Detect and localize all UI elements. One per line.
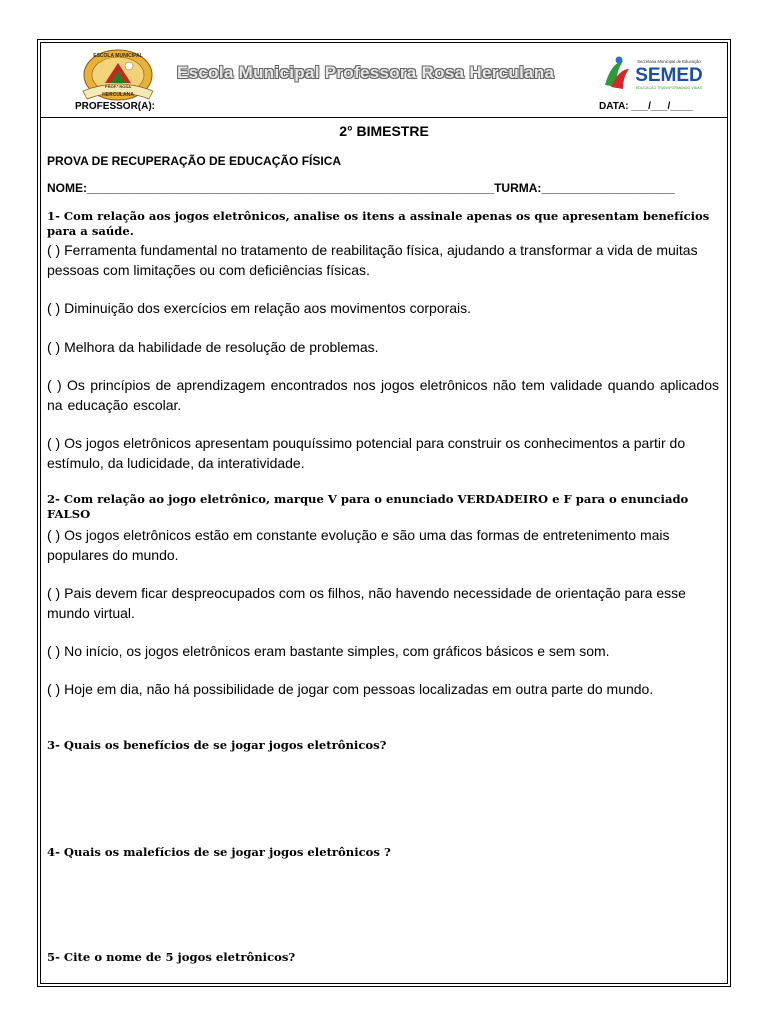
school-logo-side-text: PROF.ª ROSA <box>105 84 131 89</box>
question-1: 1- Com relação aos jogos eletrônicos, analise os itens a assinale apenas os que apresentam benefícios para a saúde. <box>47 209 710 238</box>
semed-small-text: Secretaria Municipal de Educação <box>637 59 701 64</box>
question-5: 5- Cite o nome de 5 jogos eletrônicos? <box>47 950 296 964</box>
question-2-option-4: ( ) Hoje em dia, não há possibilidade de jogar com pessoas localizadas em outra parte do mundo. <box>47 681 654 697</box>
school-logo-top-text: ESCOLA MUNICIPAL <box>93 53 143 59</box>
question-2-option-1: ( ) Os jogos eletrônicos estão em constante evolução e são uma das formas de entretenimento mais populares do mundo. <box>47 527 670 563</box>
question-1-option-2: ( ) Diminuição dos exercícios em relação aos movimentos corporais. <box>47 300 472 316</box>
question-1-option-5: ( ) Os jogos eletrônicos apresentam pouquíssimo potencial para construir os conhecimentos a partir do estímulo, da ludicidade, da interatividade. <box>47 435 686 471</box>
question-3: 3- Quais os benefícios de se jogar jogos eletrônicos? <box>47 738 387 752</box>
question-2: 2- Com relação ao jogo eletrônico, marque V para o enunciado VERDADEIRO e F para o enunciado FALSO <box>47 492 689 521</box>
header <box>41 43 727 118</box>
exam-title: PROVA DE RECUPERAÇÃO DE EDUCAÇÃO FÍSICA <box>47 154 342 168</box>
exam-sheet <box>40 42 728 984</box>
question-2-option-3: ( ) No início, os jogos eletrônicos eram bastante simples, com gráficos básicos e sem som. <box>47 643 610 659</box>
school-name: Escola Municipal Professora Rosa Herculana <box>177 63 555 82</box>
question-1-option-4: ( ) Os princípios de aprendizagem encontrados nos jogos eletrônicos não tem validade quando aplicados na educação escolar. <box>47 377 719 413</box>
school-logo <box>77 47 159 107</box>
semed-tagline: EDUCAÇÃO TRANSFORMANDO VIDAS <box>635 86 703 90</box>
bimestre-title: 2° BIMESTRE <box>339 123 429 139</box>
semed-logo <box>601 55 711 95</box>
date-label: DATA: ___/___/____ <box>599 101 693 112</box>
school-logo-ribbon-text: HERCULANA <box>102 92 134 98</box>
question-1-option-3: ( ) Melhora da habilidade de resolução de problemas. <box>47 339 379 355</box>
professor-label: PROFESSOR(A): <box>75 101 155 112</box>
semed-big-text: SEMED <box>635 65 703 86</box>
question-4: 4- Quais os malefícios de se jogar jogos eletrônicos ? <box>47 845 391 859</box>
question-1-option-1: ( ) Ferramenta fundamental no tratamento de reabilitação física, ajudando a transformar a vida de muitas pessoas com limitações ou com deficiências físicas. <box>47 242 698 278</box>
name-class-field: NOME:_____________________________________________________________TURMA:____________________ <box>47 181 675 195</box>
question-2-option-2: ( ) Pais devem ficar despreocupados com os filhos, não havendo necessidade de orientação para esse mundo virtual. <box>47 585 686 621</box>
